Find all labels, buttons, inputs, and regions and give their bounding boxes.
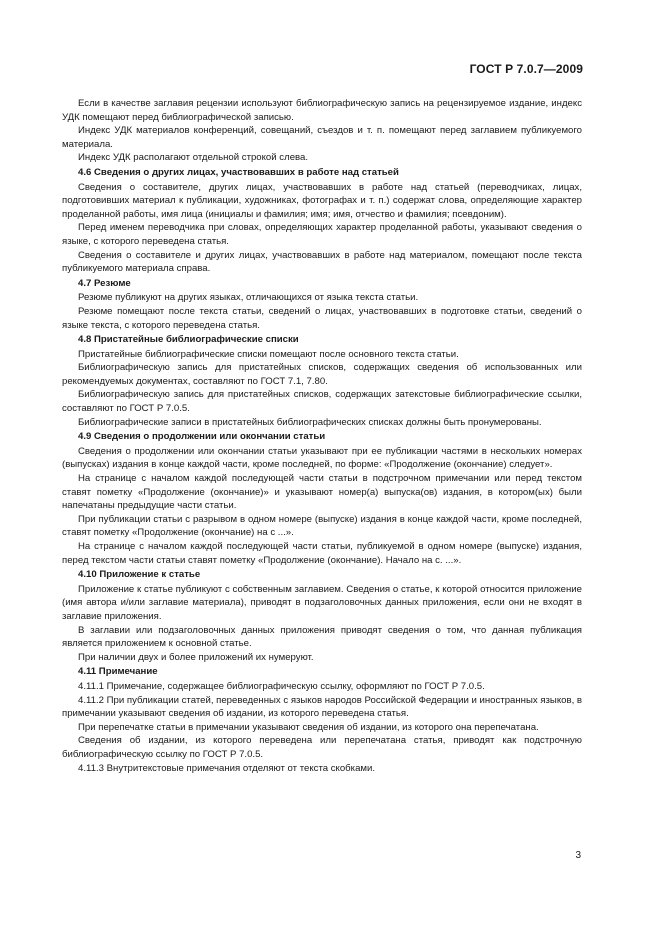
paragraph: Библиографическую запись для пристатейных списков, содержащих сведения об использованных или рекомендуемых документах, составляют по ГОСТ 7.1, 7.80. xyxy=(62,362,582,387)
section-heading-4-6: 4.6 Сведения о других лицах, участвовавших в работе над статьей xyxy=(78,166,399,178)
paragraph: Индекс УДК располагают отдельной строкой слева. xyxy=(78,152,309,164)
section-heading-4-8: 4.8 Пристатейные библиографические списки xyxy=(78,334,299,346)
paragraph: На странице с началом каждой последующей части статьи, публикуемой в одном номере (выпуске) издания, перед текстом части статьи ставят пометку «Продолжение (окончание). Начало на с. ...». xyxy=(62,541,582,566)
document-standard-header: ГОСТ Р 7.0.7—2009 xyxy=(469,62,583,76)
paragraph: 4.11.1 Примечание, содержащее библиографическую ссылку, оформляют по ГОСТ Р 7.0.5. xyxy=(78,680,485,692)
paragraph: 4.11.3 Внутритекстовые примечания отделяют от текста скобками. xyxy=(78,762,376,774)
paragraph: В заглавии или подзаголовочных данных приложения приводят сведения о том, что данная публикация является приложением к основной статье. xyxy=(62,624,582,650)
section-heading-4-9: 4.9 Сведения о продолжении или окончании статьи xyxy=(78,431,326,443)
section-heading-4-11: 4.11 Примечание xyxy=(78,666,158,678)
paragraph: Резюме публикуют на других языках, отличающихся от языка текста статьи. xyxy=(78,292,419,304)
paragraph: Если в качестве заглавия рецензии используют библиографическую запись на рецензируемое издание, индекс УДК помещают перед библиографической записью. xyxy=(62,98,582,123)
paragraph: 4.11.2 При публикации статей, переведенных с языков народов Российской Федерации и иностранных языков, в примечании указывают сведения об издании, из которого переведена статья. xyxy=(62,694,582,720)
document-body xyxy=(62,97,582,775)
paragraph: Сведения о составителе и других лицах, участвовавших в работе над материалом, помещают после текста публикуемого материала справа. xyxy=(62,249,582,275)
paragraph: Перед именем переводчика при словах, определяющих характер проделанной работы, указывают сведения о языке, с которого переведена статья. xyxy=(62,222,582,247)
paragraph: Приложение к статье публикуют с собственным заглавием. Сведения о статье, к которой относится приложение (имя автора и/или заглавие материала), приводят в подзаголовочных данных приложения, если они не входят в заглавие приложения. xyxy=(62,583,582,622)
paragraph: Сведения о составителе, других лицах, участвовавших в работе над статьей (переводчиках, лицах, подготовивших материал к публикации, художниках, фотографах и т. п.) содержат слова, определяющие характер проделанной работы, имя лица (инициалы и фамилия; имя; имя, отчество и фамилия; псевдоним). xyxy=(62,181,582,220)
paragraph: Библиографическую запись для пристатейных списков, содержащих затекстовые библиографические ссылки, составляют по ГОСТ Р 7.0.5. xyxy=(62,389,582,415)
paragraph: Сведения об издании, из которого переведена или перепечатана статья, приводят как подстрочную библиографическую ссылку по ГОСТ Р 7.0.5. xyxy=(62,735,582,760)
paragraph: При публикации статьи с разрывом в одном номере (выпуске) издания в конце каждой части, кроме последней, ставят пометку «Продолжение (окончание) на с ...». xyxy=(62,513,582,539)
paragraph: На странице с началом каждой последующей части статьи в подстрочном примечании или перед текстом ставят пометку «Продолжение (окончание)» и указывают номер(а) выпуска(ов) издания, в котором(ых) были напечатаны предыдущие части статьи. xyxy=(62,473,582,512)
paragraph: Индекс УДК материалов конференций, совещаний, съездов и т. п. помещают перед заглавием публикуемого материала. xyxy=(62,125,582,150)
section-heading-4-7: 4.7 Резюме xyxy=(78,277,131,289)
paragraph: Сведения о продолжении или окончании статьи указывают при ее публикации частями в нескольких номерах (выпусках) издания в конце каждой части, кроме последней, по форме: «Продолжение (окончание) следует». xyxy=(62,445,582,471)
paragraph: Библиографические записи в пристатейных библиографических списках должны быть пронумерованы. xyxy=(78,416,542,428)
paragraph: Резюме помещают после текста статьи, сведений о лицах, участвовавших в подготовке статьи, сведений о языке текста, с которого переведена статья. xyxy=(62,305,582,331)
section-heading-4-10: 4.10 Приложение к статье xyxy=(78,569,201,581)
page-number: 3 xyxy=(575,850,581,861)
paragraph: При наличии двух и более приложений их нумеруют. xyxy=(78,651,314,663)
paragraph: Пристатейные библиографические списки помещают после основного текста статьи. xyxy=(78,348,459,360)
paragraph: При перепечатке статьи в примечании указывают сведения об издании, из которого она перепечатана. xyxy=(78,721,539,733)
